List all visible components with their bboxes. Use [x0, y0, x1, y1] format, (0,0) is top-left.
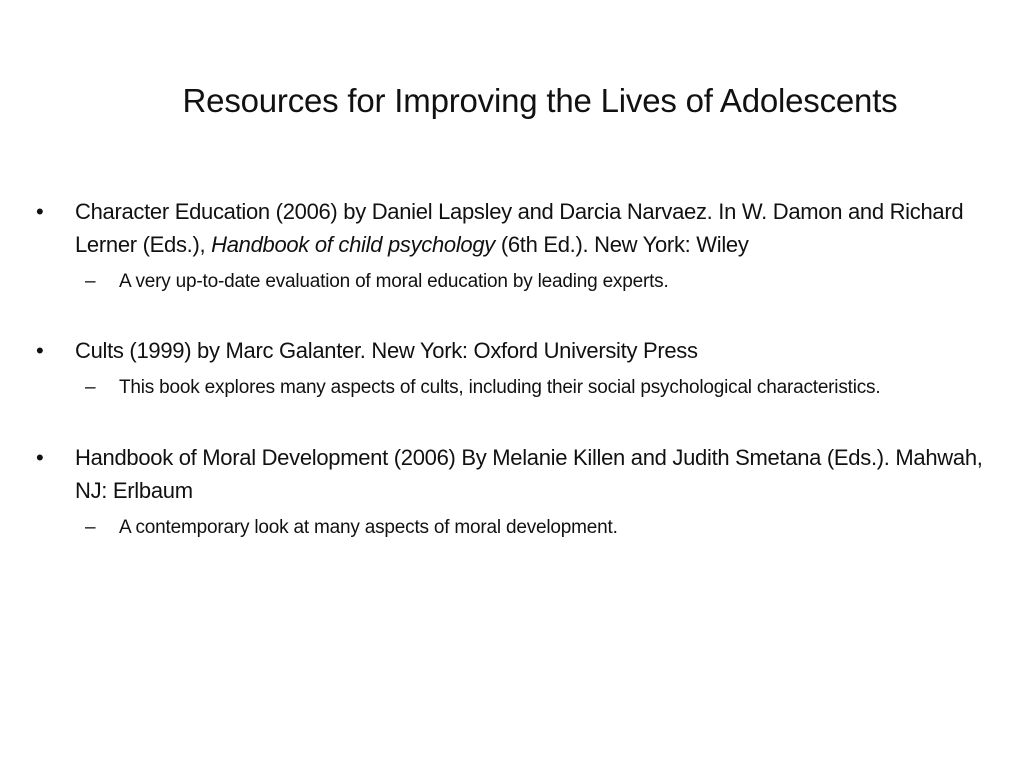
bullet-text: Handbook of Moral Development (2006) By Melanie Killen and Judith Smetana (Eds.). Mahwah, NJ: Erlbaum — [75, 445, 983, 503]
bullet-main — [36, 441, 996, 507]
dash-icon: – — [85, 377, 96, 398]
bullet-icon: • — [36, 338, 44, 363]
bullet-text-after: (6th Ed.). New York: Wiley — [495, 232, 749, 257]
dash-icon: – — [85, 517, 96, 538]
bullet-text: Cults (1999) by Marc Galanter. New York: Oxford University Press — [75, 338, 698, 363]
list-item — [36, 441, 996, 543]
sub-bullet — [36, 267, 996, 297]
bullet-main — [36, 195, 996, 261]
bullet-text: Character Education (2006) by Daniel Lapsley and Darcia Narvaez. In W. Damon and Richard Lerner (Eds.), — [75, 199, 964, 257]
bullet-list — [36, 195, 996, 580]
dash-icon: – — [85, 271, 96, 292]
bullet-icon: • — [36, 199, 44, 224]
sub-bullet-text: This book explores many aspects of cults, including their social psychological characteristics. — [119, 377, 881, 398]
bullet-main — [36, 334, 996, 367]
sub-bullet-text: A very up-to-date evaluation of moral education by leading experts. — [119, 271, 669, 292]
sub-bullet-text: A contemporary look at many aspects of moral development. — [119, 517, 618, 538]
bullet-italic-title: Handbook of child psychology — [211, 232, 496, 257]
bullet-icon: • — [36, 445, 44, 470]
list-item — [36, 334, 996, 403]
list-item — [36, 195, 996, 297]
sub-bullet — [36, 513, 996, 543]
sub-bullet — [36, 373, 996, 403]
slide-title: Resources for Improving the Lives of Adolescents — [182, 82, 898, 119]
